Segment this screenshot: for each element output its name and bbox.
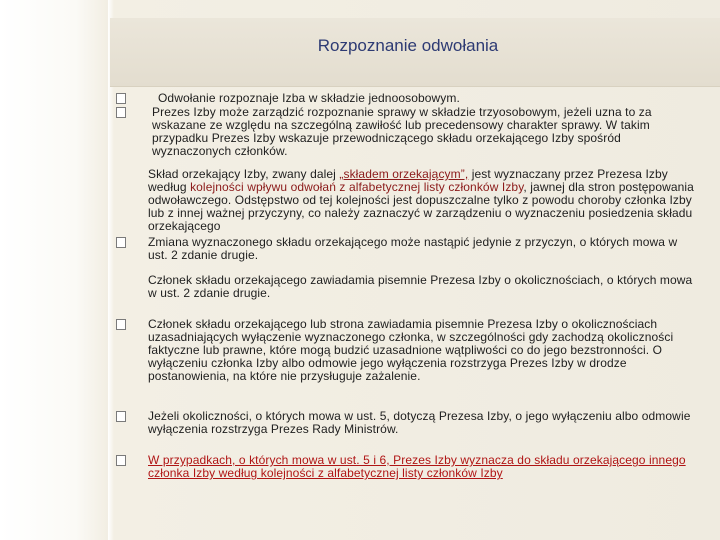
checkbox-bullet-icon	[116, 107, 126, 118]
bullet-text: Prezes Izby może zarządzić rozpoznanie sprawy w składzie trzyosobowym, jeżeli uzna to za wskazane ze względu na szczególną zawiłość lub precedensowy charakter sprawy. W takim przypadku Prezes Izby wskazuje przewodniczącego składu orzekającego Izby spośród wyznaczonych członków.	[152, 105, 652, 158]
checkbox-bullet-icon	[116, 411, 126, 422]
paragraph-text: , jawnej dla stron postępowania odwoławczego. Odstępstwo od tej kolejności jest dopuszczalne tylko z powodu choroby członka Izby lub z innej ważnej przyczyny, co należy zaznaczyć w zarządzeniu o wyznaczeniu posiedzenia składu orzekającego	[148, 180, 694, 233]
bullet-text: Zmiana wyznaczonego składu orzekającego może nastąpić jedynie z przyczyn, o których mowa w ust. 2 zdanie drugie.	[148, 235, 678, 262]
paragraph-text: jest wyznaczany przez Prezesa Izby według	[148, 167, 668, 194]
bullet-text-highlighted: W przypadkach, o których mowa w ust. 5 i 6, Prezes Izby wyznacza do składu orzekającego innego członka Izby według kolejności z alfabetycznej listy członków Izby	[148, 453, 686, 480]
left-decorative-strip	[0, 0, 108, 540]
bullet-text: Jeżeli okoliczności, o których mowa w ust. 5, dotyczą Prezesa Izby, o jego wyłączeniu albo odmowie wyłączenia rozstrzyga Prezes Rady Ministrów.	[148, 409, 691, 436]
term-kolejnosc-wplywu: kolejności wpływu odwołań z alfabetycznej listy członków Izby	[190, 180, 524, 194]
checkbox-bullet-icon	[116, 319, 126, 330]
checkbox-bullet-icon	[116, 455, 126, 466]
checkbox-bullet-icon	[116, 93, 126, 104]
paragraph: Członek składu orzekającego zawiadamia pisemnie Prezesa Izby o okolicznościach, o których mowa w ust. 2 zdanie drugie.	[148, 273, 693, 300]
paragraph	[148, 168, 696, 233]
paragraph-text: Skład orzekający Izby, zwany dalej	[148, 167, 340, 181]
term-sklad-orzekajacy: „składem orzekającym”,	[339, 167, 469, 181]
slide-title: Rozpoznanie odwołania	[317, 36, 499, 55]
bullet-text: Odwołanie rozpoznaje Izba w składzie jednoosobowym.	[158, 91, 460, 105]
bullet-text: Członek składu orzekającego lub strona zawiadamia pisemnie Prezesa Izby o okolicznościach uzasadniających wyłączenie wyznaczonego członka, w szczególności gdy zachodzą okoliczności faktyczne lub prawne, które mogą budzić uzasadnione wątpliwości co do jego bezstronności. O wyłączeniu członka Izby albo odmowie jego wyłączenia rozstrzyga Prezes Izby w drodze postanowienia, na które nie przysługuje zażalenie.	[148, 317, 674, 383]
checkbox-bullet-icon	[116, 237, 126, 248]
